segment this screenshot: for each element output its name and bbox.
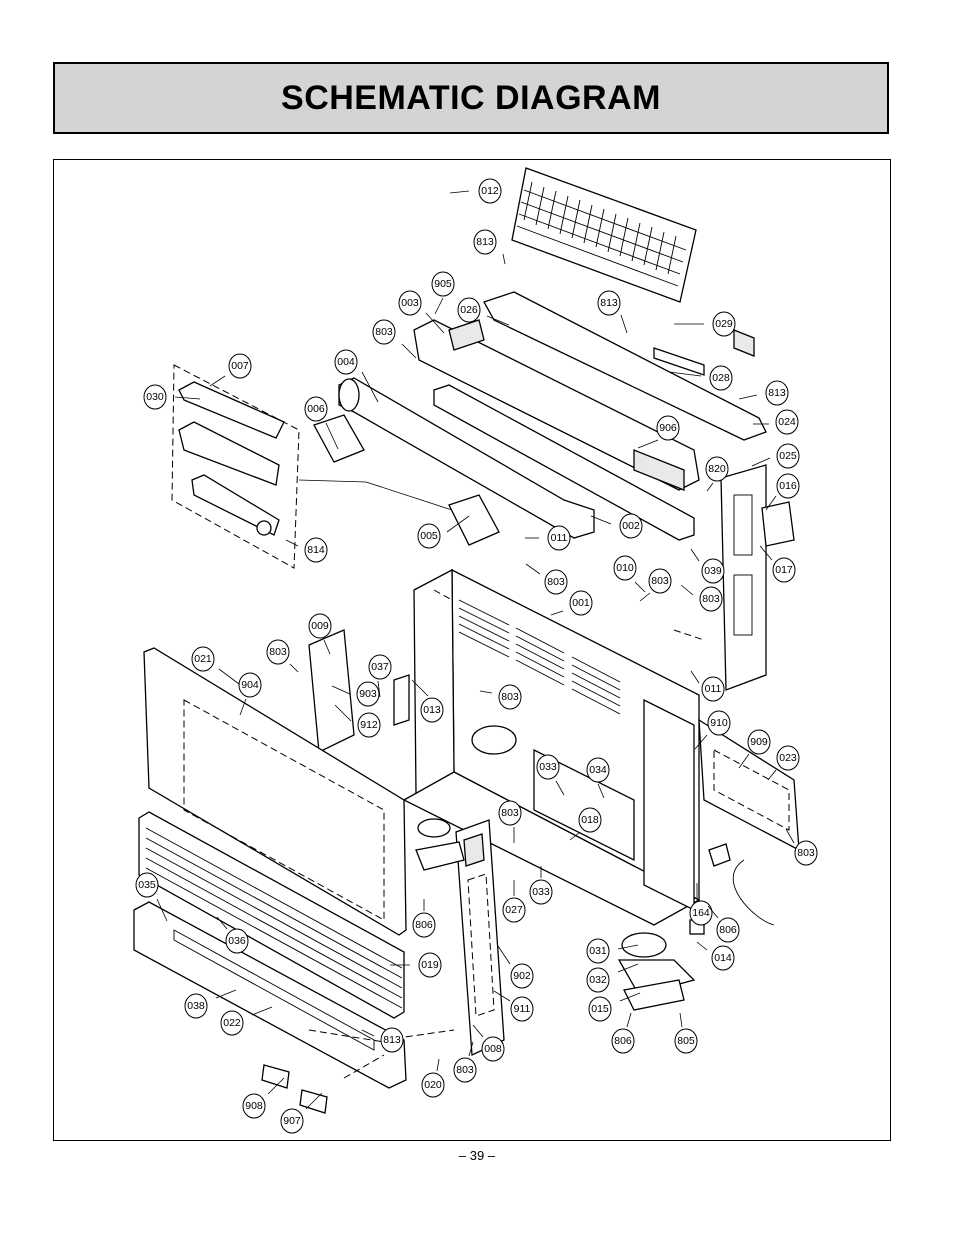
- part-callout-020: [422, 1059, 444, 1097]
- callout-label: 015: [591, 1003, 609, 1015]
- callout-label: 805: [677, 1035, 695, 1047]
- callout-label: 806: [719, 924, 737, 936]
- part-callout-806: [612, 1013, 634, 1053]
- callout-label: 033: [532, 886, 550, 898]
- callout-label: 806: [415, 919, 433, 931]
- callout-leader-line: [498, 946, 510, 964]
- part-callout-813: [739, 381, 788, 405]
- part-callout-806: [708, 906, 739, 942]
- callout-leader-line: [290, 664, 298, 672]
- part-callout-806: [413, 899, 435, 937]
- callout-label: 813: [600, 297, 618, 309]
- callout-label: 803: [651, 575, 669, 587]
- part-callout-025: [752, 444, 799, 468]
- callout-label: 003: [401, 297, 419, 309]
- header-banner: [53, 62, 889, 134]
- exploded-parts-diagram: [53, 159, 891, 1141]
- callout-label: 031: [589, 945, 607, 957]
- callout-label: 803: [702, 593, 720, 605]
- labels-908-907: [262, 1065, 327, 1113]
- callout-label: 820: [708, 463, 726, 475]
- callout-label: 911: [513, 1003, 531, 1015]
- part-callout-002: [591, 514, 642, 538]
- callout-label: 009: [311, 620, 329, 632]
- part-callout-814: [286, 538, 327, 562]
- callout-leader-line: [752, 458, 770, 466]
- callout-label: 004: [337, 356, 355, 368]
- callout-label: 910: [710, 717, 728, 729]
- callout-label: 903: [359, 688, 377, 700]
- callout-leader-line: [286, 540, 298, 546]
- callout-leader-line: [503, 254, 505, 264]
- part-callout-039: [691, 549, 724, 583]
- callout-leader-line: [707, 483, 713, 491]
- callout-leader-line: [691, 671, 699, 683]
- callout-leader-line: [621, 315, 627, 333]
- callout-label: 017: [775, 564, 793, 576]
- callout-leader-line: [697, 942, 707, 950]
- callout-label: 013: [423, 704, 441, 716]
- callout-label: 803: [269, 646, 287, 658]
- callout-label: 032: [589, 974, 607, 986]
- display-group: [172, 365, 299, 568]
- part-callout-803: [526, 564, 567, 594]
- callout-leader-line: [402, 344, 416, 358]
- part-callout-803: [267, 640, 298, 672]
- part-callout-001: [551, 591, 592, 615]
- callout-label: 803: [797, 847, 815, 859]
- callout-label: 036: [228, 935, 246, 947]
- callout-label: 006: [307, 403, 325, 415]
- callout-label: 001: [572, 597, 590, 609]
- callout-label: 912: [360, 719, 378, 731]
- callout-leader-line: [551, 611, 563, 615]
- callout-label: 019: [421, 959, 439, 971]
- part-callout-908: [243, 1078, 284, 1118]
- part-callout-803: [373, 320, 416, 358]
- callout-leader-line: [635, 582, 645, 592]
- callout-leader-line: [437, 1059, 439, 1071]
- callout-label: 164: [692, 907, 710, 919]
- part-callout-007: [210, 354, 251, 386]
- part-callout-011: [525, 526, 570, 550]
- callout-label: 803: [456, 1064, 474, 1076]
- callout-leader-line: [691, 549, 699, 561]
- callout-label: 038: [187, 1000, 205, 1012]
- callout-label: 904: [241, 679, 259, 691]
- callout-label: 021: [194, 653, 212, 665]
- part-callout-905: [432, 272, 454, 314]
- callout-leader-line: [681, 585, 693, 595]
- callout-leader-line: [640, 593, 650, 601]
- callout-label: 039: [704, 565, 722, 577]
- filter-grille: [512, 168, 696, 302]
- callout-label: 806: [614, 1035, 632, 1047]
- callout-label: 803: [501, 691, 519, 703]
- callout-leader-line: [739, 395, 757, 399]
- callout-label: 018: [581, 814, 599, 826]
- main-cabinet: [404, 570, 699, 925]
- part-callout-012: [450, 179, 501, 203]
- part-callout-027: [503, 880, 525, 922]
- callout-label: 014: [714, 952, 732, 964]
- part-callout-813: [474, 230, 505, 264]
- callout-label: 016: [779, 480, 797, 492]
- callout-label: 909: [750, 736, 768, 748]
- callout-label: 012: [481, 185, 499, 197]
- callout-label: 005: [420, 530, 438, 542]
- part-callout-805: [675, 1013, 697, 1053]
- callout-label: 803: [501, 807, 519, 819]
- callout-label: 813: [383, 1034, 401, 1046]
- callout-leader-line: [450, 191, 469, 193]
- callout-label: 814: [307, 544, 325, 556]
- page-title: SCHEMATIC DIAGRAM: [281, 78, 661, 117]
- callout-label: 010: [616, 562, 634, 574]
- callout-label: 011: [704, 683, 722, 695]
- callout-label: 035: [138, 879, 156, 891]
- callout-leader-line: [526, 564, 540, 574]
- page-number: – 39 –: [458, 1148, 496, 1163]
- callout-label: 028: [712, 372, 730, 384]
- callout-leader-line: [435, 298, 443, 314]
- callout-label: 026: [460, 304, 478, 316]
- callout-label: 030: [146, 391, 164, 403]
- callout-label: 908: [245, 1100, 263, 1112]
- part-callout-014: [697, 942, 734, 970]
- callout-label: 024: [778, 416, 796, 428]
- callout-label: 905: [434, 278, 452, 290]
- callout-label: 027: [505, 904, 523, 916]
- callout-label: 813: [476, 236, 494, 248]
- callout-label: 007: [231, 360, 249, 372]
- callout-label: 803: [547, 576, 565, 588]
- callout-label: 902: [513, 970, 531, 982]
- callout-label: 023: [779, 752, 797, 764]
- callout-label: 011: [550, 532, 568, 544]
- part-callout-803: [681, 585, 722, 611]
- part-callout-803: [640, 569, 671, 601]
- callout-label: 008: [484, 1043, 502, 1055]
- callout-label: 034: [589, 764, 607, 776]
- part-callout-010: [614, 556, 645, 592]
- part-callout-029: [674, 312, 735, 336]
- callout-label: 020: [424, 1079, 442, 1091]
- callout-label: 813: [768, 387, 786, 399]
- callout-label: 906: [659, 422, 677, 434]
- callout-label: 907: [283, 1115, 301, 1127]
- diagram-drawing: [54, 160, 891, 1141]
- callout-leader-line: [210, 376, 225, 386]
- callout-label: 002: [622, 520, 640, 532]
- callout-label: 033: [539, 761, 557, 773]
- part-callout-813: [598, 291, 627, 333]
- callout-label: 029: [715, 318, 733, 330]
- callout-leader-line: [680, 1013, 682, 1027]
- callout-label: 803: [375, 326, 393, 338]
- callout-label: 037: [371, 661, 389, 673]
- callout-leader-line: [627, 1013, 631, 1027]
- callout-label: 025: [779, 450, 797, 462]
- part-callout-902: [498, 946, 533, 988]
- callout-label: 022: [223, 1017, 241, 1029]
- fan-motor-assembly: [619, 933, 694, 1010]
